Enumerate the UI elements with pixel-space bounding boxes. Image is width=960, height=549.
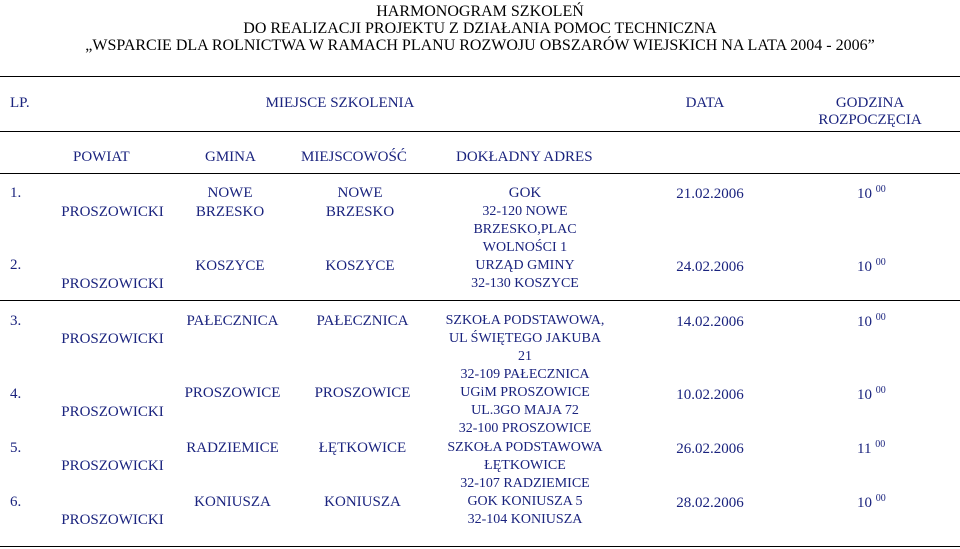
header-line-2: DO REALIZACJI PROJEKTU Z DZIAŁANIA POMOC TECHNICZNA [243,20,717,37]
adres-cell: 32-100 PROSZOWICE [458,421,592,436]
time-cell: 10 $^{00}$ [857,493,886,511]
adres-cell: 21 [518,349,532,364]
row-divider [0,173,960,174]
gmina-cell: NOWE [207,185,253,201]
col-header-miejscowosc: MIEJSCOWOŚĆ [301,149,407,165]
gmina-cell: BRZESKO [195,204,265,220]
col-header-godzina: GODZINA [835,95,905,111]
row-number: 2. [10,257,22,273]
adres-cell: WOLNOŚCI 1 [482,240,568,255]
row-number: 5. [10,440,22,456]
date-cell: 10.02.2006 [676,387,744,403]
powiat-cell: PROSZOWICKI [61,331,164,347]
date-cell: 28.02.2006 [676,495,744,511]
date-cell: 24.02.2006 [676,259,744,275]
date-cell: 14.02.2006 [676,314,744,330]
col-header-gmina: GMINA [205,149,256,165]
time-cell: 10 $^{00}$ [857,385,886,403]
miejscowosc-cell: BRZESKO [325,204,395,220]
row-divider [0,76,960,77]
gmina-cell: KOSZYCE [195,258,265,274]
gmina-cell: PROSZOWICE [184,385,281,401]
adres-cell: 32-130 KOSZYCE [471,276,579,291]
time-cell: 10 $^{00}$ [857,184,886,202]
gmina-cell: RADZIEMICE [186,440,279,456]
adres-cell: UGiM PROSZOWICE [460,385,590,400]
header-line-3: „WSPARCIE DLA ROLNICTWA W RAMACH PLANU ROZWOJU OBSZARÓW WIEJSKICH NA LATA 2004 - 2006” [85,37,875,54]
date-cell: 21.02.2006 [676,186,744,202]
adres-cell: ŁĘTKOWICE [484,458,566,473]
time-cell: 10 $^{00}$ [857,257,886,275]
row-divider [0,546,960,547]
col-header-miejsce: MIEJSCE SZKOLENIA [265,95,415,111]
col-header-rozpoczecia: ROZPOCZĘCIA [818,112,922,128]
adres-cell: 32-104 KONIUSZA [467,512,583,527]
row-divider [0,131,960,132]
row-number: 3. [10,313,22,329]
row-divider [0,300,960,301]
col-header-adres: DOKŁADNY ADRES [456,149,593,165]
time-cell: 10 $^{00}$ [857,312,886,330]
adres-cell: 32-120 NOWE [482,204,568,219]
row-number: 4. [10,386,22,402]
miejscowosc-cell: KONIUSZA [324,494,401,510]
adres-cell: UL.3GO MAJA 72 [471,403,579,418]
header-line-1: HARMONOGRAM SZKOLEŃ [376,3,584,20]
powiat-cell: PROSZOWICKI [61,458,164,474]
powiat-cell: PROSZOWICKI [61,204,164,220]
miejscowosc-cell: ŁĘTKOWICE [318,440,407,456]
miejscowosc-cell: NOWE [337,185,383,201]
powiat-cell: PROSZOWICKI [61,512,164,528]
gmina-cell: KONIUSZA [194,494,271,510]
adres-cell: 32-109 PAŁECZNICA [460,367,590,382]
date-cell: 26.02.2006 [676,441,744,457]
powiat-cell: PROSZOWICKI [61,404,164,420]
adres-cell: URZĄD GMINY [475,258,575,273]
adres-cell: 32-107 RADZIEMICE [460,476,590,491]
time-cell: 11 $^{00}$ [857,439,886,457]
miejscowosc-cell: PROSZOWICE [314,385,411,401]
adres-cell: SZKOŁA PODSTAWOWA, [445,313,605,328]
row-number: 1. [10,185,22,201]
adres-cell: GOK [508,185,542,201]
powiat-cell: PROSZOWICKI [61,276,164,292]
miejscowosc-cell: KOSZYCE [325,258,395,274]
row-number: 6. [10,494,22,510]
col-header-lp: LP. [10,95,30,111]
gmina-cell: PAŁECZNICA [186,313,279,329]
col-header-data: DATA [685,95,725,111]
adres-cell: SZKOŁA PODSTAWOWA [447,440,603,455]
adres-cell: GOK KONIUSZA 5 [467,494,583,509]
miejscowosc-cell: PAŁECZNICA [316,313,409,329]
col-header-powiat: POWIAT [73,149,130,165]
adres-cell: BRZESKO,PLAC [473,222,577,237]
adres-cell: UL ŚWIĘTEGO JAKUBA [449,331,601,346]
